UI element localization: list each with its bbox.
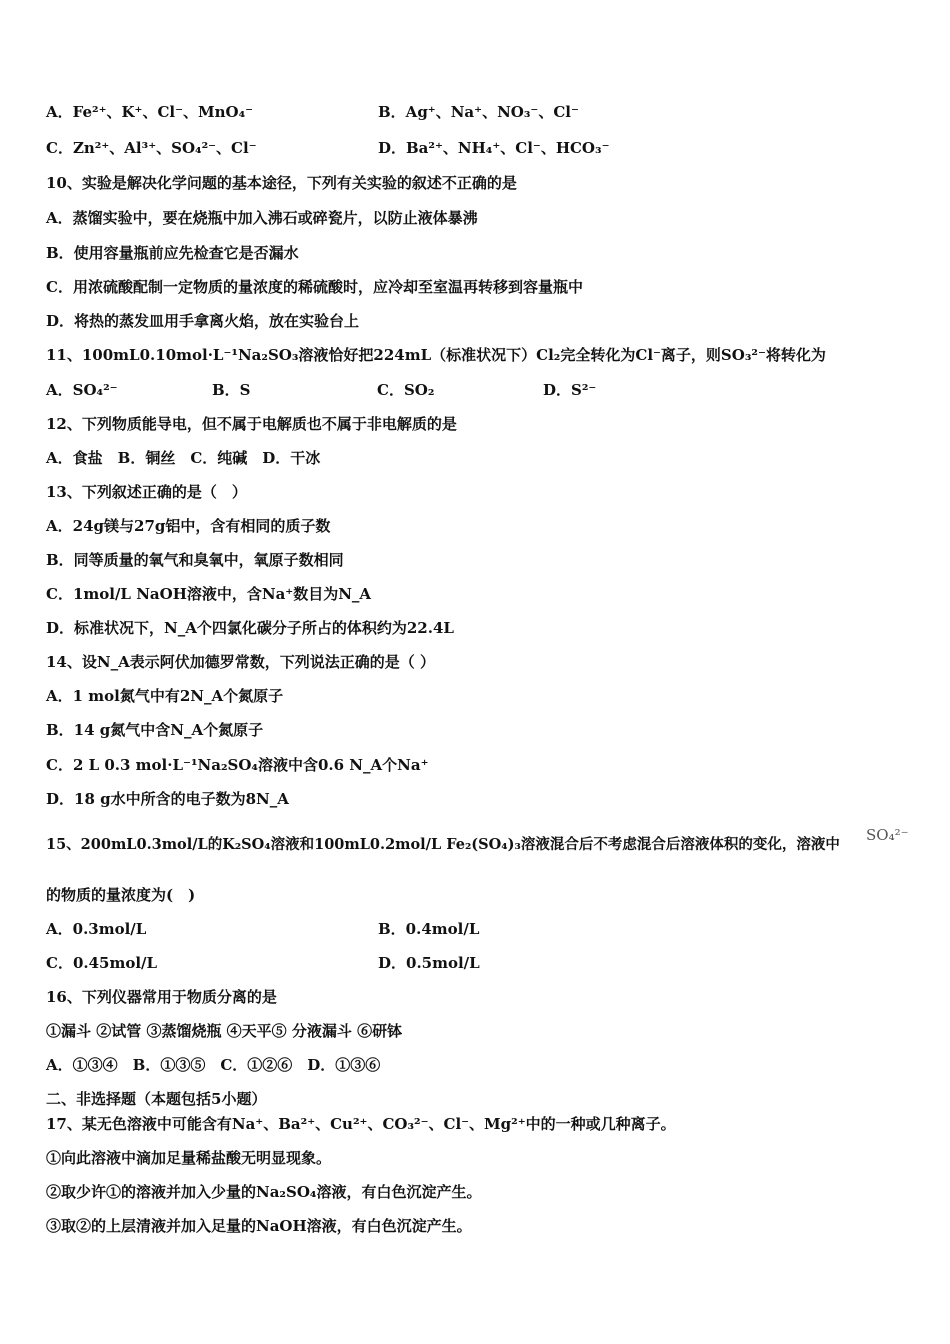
q11-option-b: B．S xyxy=(212,381,251,399)
q14-option-a: A．1 mol氮气中有2N_A个氮原子 xyxy=(46,687,284,705)
q13-option-c: C．1mol/L NaOH溶液中，含Na⁺数目为N_A xyxy=(46,585,372,603)
q15-option-d: D．0.5mol/L xyxy=(378,954,480,972)
q9-option-a: A．Fe²⁺、K⁺、Cl⁻、MnO₄⁻ xyxy=(46,103,254,121)
q9-option-b-row xyxy=(378,102,579,122)
section-heading: 二、非选择题（本题包括5小题） xyxy=(46,1090,267,1108)
q11-option-a: A．SO₄²⁻ xyxy=(46,381,118,399)
q10-option-c: C．用浓硫酸配制一定物质的量浓度的稀硫酸时，应冷却至室温再转移到容量瓶中 xyxy=(46,278,583,296)
q17-step-1: ①向此溶液中滴加足量稀盐酸无明显现象。 xyxy=(46,1149,332,1167)
q13-option-d: D．标准状况下，N_A个四氯化碳分子所占的体积约为22.4L xyxy=(46,619,454,637)
q12-options: A．食盐 B．铜丝 C．纯碱 D．干冰 xyxy=(46,449,321,467)
q9-option-row-2 xyxy=(46,138,257,158)
q11-option-c: C．SO₂ xyxy=(377,381,435,399)
q10-stem: 10、实验是解决化学问题的基本途径，下列有关实验的叙述不正确的是 xyxy=(46,174,517,192)
q16-options: A．①③④ B．①③⑤ C．①②⑥ D．①③⑥ xyxy=(46,1056,381,1074)
q10-option-d: D．将热的蒸发皿用手拿离火焰，放在实验台上 xyxy=(46,312,360,330)
q17-step-2: ②取少许①的溶液并加入少量的Na₂SO₄溶液，有白色沉淀产生。 xyxy=(46,1183,482,1201)
q9-option-d-row xyxy=(378,138,609,158)
q16-items: ①漏斗 ②试管 ③蒸馏烧瓶 ④天平⑤ 分液漏斗 ⑥研钵 xyxy=(46,1022,403,1040)
so4-formula-image: SO₄²⁻ xyxy=(866,826,909,844)
q11-stem: 11、100mL0.10mol·L⁻¹Na₂SO₃溶液恰好把224mL（标准状况下）Cl₂完全转化为Cl⁻离子，则SO₃²⁻将转化为 xyxy=(46,346,826,364)
q9-option-row-1 xyxy=(46,102,253,122)
q16-stem: 16、下列仪器常用于物质分离的是 xyxy=(46,988,277,1006)
q14-stem: 14、设N_A表示阿伏加德罗常数，下列说法正确的是（ ） xyxy=(46,653,435,671)
q17-stem: 17、某无色溶液中可能含有Na⁺、Ba²⁺、Cu²⁺、CO₃²⁻、Cl⁻、Mg²⁺中的一种或几种离子。 xyxy=(46,1115,676,1133)
q14-option-c: C．2 L 0.3 mol·L⁻¹Na₂SO₄溶液中含0.6 N_A个Na⁺ xyxy=(46,756,429,774)
q15-option-a: A．0.3mol/L xyxy=(46,920,147,938)
q13-stem: 13、下列叙述正确的是（ ） xyxy=(46,483,247,501)
q15-option-b: B．0.4mol/L xyxy=(378,920,480,938)
q14-option-b: B．14 g氮气中含N_A个氮原子 xyxy=(46,721,264,739)
q13-option-b: B．同等质量的氧气和臭氧中，氧原子数相同 xyxy=(46,551,344,569)
q14-option-d: D．18 g水中所含的电子数为8N_A xyxy=(46,790,289,808)
q17-step-3: ③取②的上层清液并加入足量的NaOH溶液，有白色沉淀产生。 xyxy=(46,1217,472,1235)
q12-stem: 12、下列物质能导电，但不属于电解质也不属于非电解质的是 xyxy=(46,415,457,433)
q9-option-c: C．Zn²⁺、Al³⁺、SO₄²⁻、Cl⁻ xyxy=(46,139,257,157)
q15-stem-continued: 的物质的量浓度为( ) xyxy=(46,886,196,904)
q13-option-a: A．24g镁与27g铝中，含有相同的质子数 xyxy=(46,517,331,535)
q15-stem: 15、200mL0.3mol/L的K₂SO₄溶液和100mL0.2mol/L Fe₂(SO₄)₃溶液混合后不考虑混合后溶液体积的变化，溶液中 xyxy=(46,836,840,853)
q11-option-d: D．S²⁻ xyxy=(543,381,597,399)
q15-option-c: C．0.45mol/L xyxy=(46,954,158,972)
q10-option-a: A．蒸馏实验中，要在烧瓶中加入沸石或碎瓷片，以防止液体暴沸 xyxy=(46,209,478,227)
q10-option-b: B．使用容量瓶前应先检查它是否漏水 xyxy=(46,244,299,262)
q9-option-b: B．Ag⁺、Na⁺、NO₃⁻、Cl⁻ xyxy=(378,103,579,121)
q9-option-d: D．Ba²⁺、NH₄⁺、Cl⁻、HCO₃⁻ xyxy=(378,139,610,157)
